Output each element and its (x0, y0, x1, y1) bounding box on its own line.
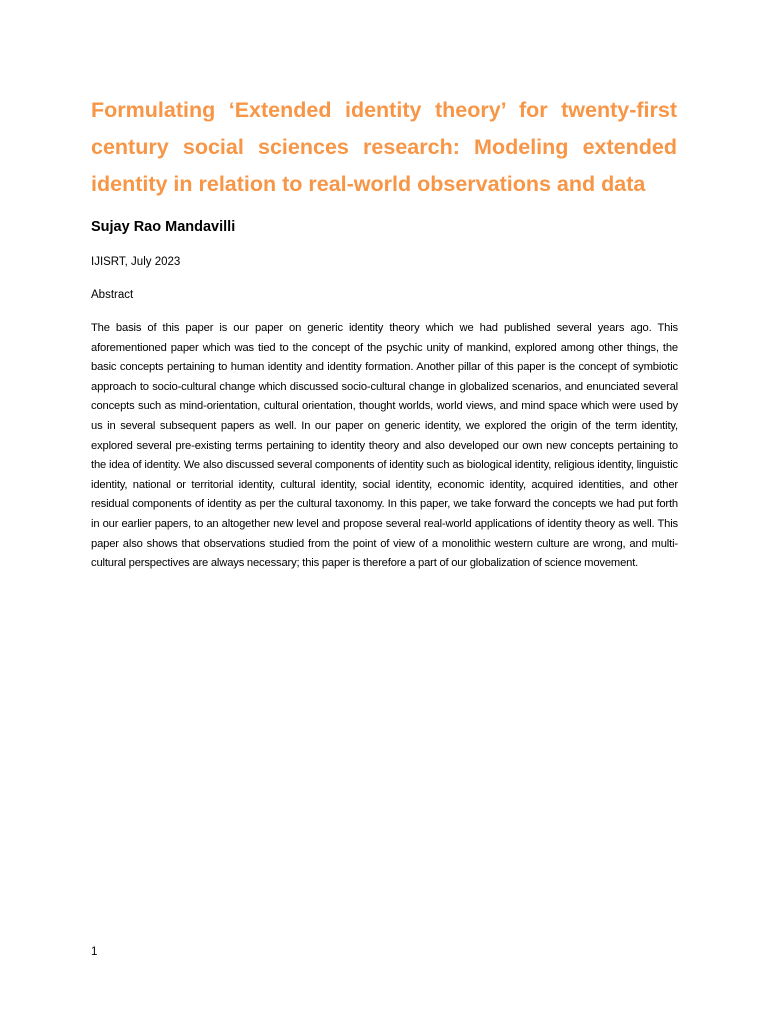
author-name: Sujay Rao Mandavilli (91, 219, 236, 235)
paper-title: Formulating ‘Extended identity theory’ for twenty-first century social sciences research: Modeling extended identity in relation to real-world observations and data (91, 98, 677, 196)
abstract-body: The basis of this paper is our paper on generic identity theory which we had published several years ago. This aforementioned paper which was tied to the concept of the psychic unity of mankind, explored among other things, the basic concepts pertaining to human identity and identity formation. Another pillar of this paper is the concept of symbiotic approach to socio-cultural change which discussed socio-cultural change in globalized scenarios, and enunciated several concepts such as mind-orientation, cultural orientation, thought worlds, world views, and mind space which were used by us in several subsequent papers as well. In our paper on generic identity, we explored the origin of the term identity, explored several pre-existing terms pertaining to identity theory and also developed our own new concepts pertaining to the idea of identity. We also discussed several components of identity such as biological identity, religious identity, linguistic identity, national or territorial identity, cultural identity, social identity, economic identity, acquired identities, and other residual components of identity as per the cultural taxonomy. In this paper, we take forward the concepts we had put forth in our earlier papers, to an altogether new level and propose several real-world applications of identity theory as well. This paper also shows that observations studied from the point of view of a monolithic western culture are wrong, and multi-cultural perspectives are always necessary; this paper is therefore a part of our globalization of science movement. (91, 322, 678, 570)
page-number: 1 (91, 946, 98, 958)
publication-venue: IJISRT, July 2023 (91, 256, 181, 268)
abstract-heading: Abstract (91, 289, 134, 301)
